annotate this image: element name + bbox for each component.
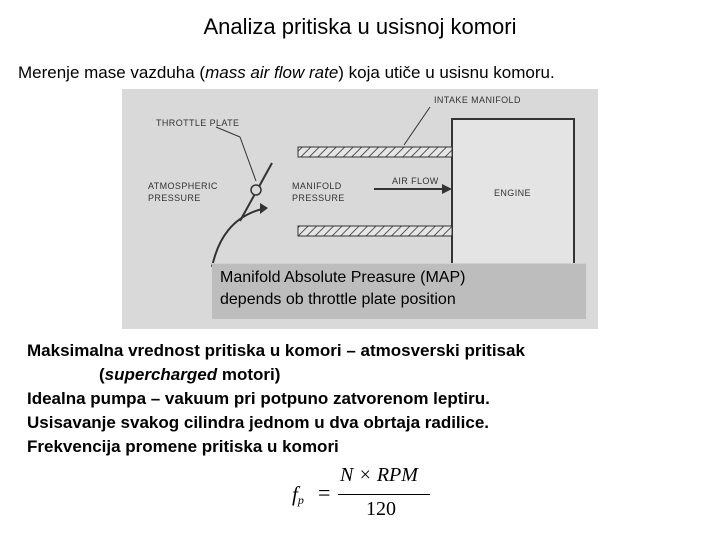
page-title: Analiza pritiska u usisnoj komori	[203, 14, 517, 39]
formula-numerator: N × RPM	[340, 464, 418, 486]
formula-subscript: p	[297, 493, 304, 507]
subtitle-part-2: ) koja utiče u usisnu komoru.	[338, 63, 555, 82]
subtitle	[18, 62, 555, 84]
subtitle-part-1: Merenje mase vazduha (	[18, 63, 206, 82]
curved-arrow	[212, 209, 262, 267]
manifold-upper-wall	[298, 147, 452, 157]
bullet-line-5: Frekvencija promene pritiska u komori	[27, 437, 339, 456]
manifold-lower-wall	[298, 226, 452, 236]
throttle-plate-leader-2	[240, 137, 256, 181]
bullet-line-2	[27, 363, 525, 387]
bullet-text	[27, 339, 525, 459]
bullet-line-1: Maksimalna vrednost pritiska u komori – atmosverski pritisak	[27, 341, 525, 360]
intake-manifold-leader	[404, 107, 430, 145]
formula-equals: =	[318, 480, 331, 505]
air-flow-arrowhead	[442, 184, 452, 194]
label-manifold-2: PRESSURE	[292, 193, 345, 203]
formula-f: f	[292, 482, 298, 506]
label-engine: ENGINE	[494, 188, 531, 198]
subtitle-italic: mass air flow rate	[205, 63, 339, 82]
frequency-formula	[292, 464, 442, 524]
throttle-pivot	[251, 185, 261, 195]
bullet-line-2-open: (	[99, 365, 105, 384]
formula-denominator: 120	[366, 498, 396, 520]
map-note-box	[212, 263, 586, 319]
map-note-line-1: Manifold Absolute Preasure (MAP)	[220, 269, 466, 286]
label-intake-manifold: INTAKE MANIFOLD	[434, 95, 521, 105]
bullet-line-4: Usisavanje svakog cilindra jednom u dva obrtaja radilice.	[27, 413, 490, 432]
label-manifold-1: MANIFOLD	[292, 181, 342, 191]
label-atmospheric-2: PRESSURE	[148, 193, 201, 203]
bullet-line-2-rest: motori)	[217, 365, 281, 384]
formula-lhs	[292, 482, 304, 508]
label-throttle-plate: THROTTLE PLATE	[156, 118, 240, 128]
formula-fraction-bar	[338, 494, 430, 495]
map-note-line-2: depends ob throttle plate position	[220, 291, 456, 308]
label-air-flow: AIR FLOW	[392, 176, 439, 186]
intake-manifold-diagram	[122, 89, 598, 329]
bullet-line-2-italic: supercharged	[104, 365, 218, 384]
bullet-line-3: Idealna pumpa – vakuum pri potpuno zatvorenom leptiru.	[27, 389, 490, 408]
label-atmospheric-1: ATMOSPHERIC	[148, 181, 218, 191]
curved-arrowhead	[260, 203, 268, 214]
